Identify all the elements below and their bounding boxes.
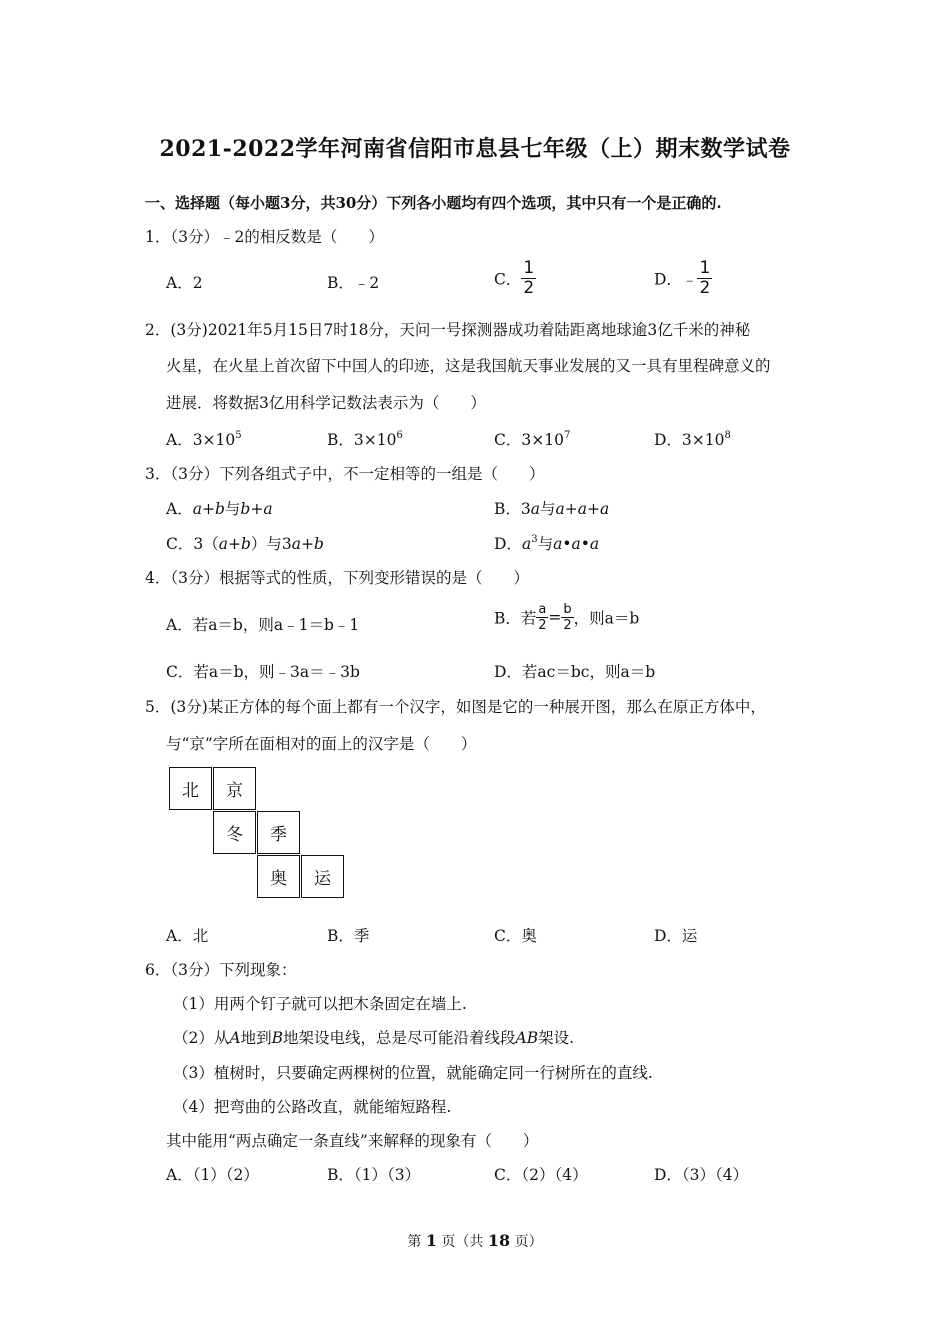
net-cell-dong: 冬 — [213, 811, 256, 854]
q6-option-d: D．（3）（4） — [654, 1166, 749, 1184]
q6-statement-1: （1）用两个钉子就可以把木条固定在墙上. — [173, 995, 467, 1013]
var: b — [214, 500, 225, 518]
option-label: B．3 — [494, 500, 531, 518]
op: + — [301, 535, 315, 553]
q6-statement-2 — [173, 1026, 574, 1048]
text: 地架设电线，总是尽可能沿着线段 — [282, 1029, 516, 1047]
equals: = — [548, 608, 562, 627]
net-cell-ao: 奥 — [257, 855, 300, 898]
q2-option-b — [327, 428, 403, 450]
q6-stem: 6．（3分）下列现象： — [145, 961, 297, 979]
total-pages: 18 — [487, 1231, 511, 1250]
var: a — [577, 500, 588, 518]
text: 与 — [540, 500, 556, 518]
q6-statement-4: （4）把弯曲的公路改直，就能缩短路程. — [173, 1098, 452, 1116]
page-title: 2021-2022学年河南省信阳市息县七年级（上）期末数学试卷 — [159, 136, 791, 162]
q1-option-d-label: D．﹣ — [654, 270, 698, 289]
q6-question: 其中能用“两点确定一条直线”来解释的现象有（ ） — [166, 1132, 539, 1150]
q2-option-c-exponent: 7 — [563, 430, 571, 441]
q3-option-d — [494, 532, 599, 554]
var: b — [240, 535, 251, 553]
q4-option-d: D．若ac＝bc，则a＝b — [494, 663, 656, 681]
var: a•a•a — [553, 535, 600, 553]
net-cell-ji: 季 — [257, 811, 300, 854]
q2-option-d — [654, 428, 731, 450]
net-cell-jing: 京 — [213, 767, 256, 810]
q2-line-2: 火星，在火星上首次留下中国人的印迹，这是我国航天事业发展的又一具有里程碑意义的 — [166, 357, 771, 375]
q1-option-d-fraction — [697, 260, 712, 297]
q2-option-a-base: A．3×10 — [166, 431, 236, 449]
q4-stem: 4．（3分）根据等式的性质，下列变形错误的是（ ） — [145, 569, 529, 587]
q2-option-d-exponent: 8 — [724, 430, 731, 441]
section-heading: 一、选择题（每小题3分，共30分）下列各小题均有四个选项，其中只有一个是正确的. — [145, 194, 722, 212]
exponent: 3 — [531, 534, 538, 545]
footer-text: 页） — [510, 1234, 543, 1250]
fraction-denominator: 2 — [563, 618, 572, 633]
var: a — [291, 535, 302, 553]
q5-line-2: 与“京”字所在面相对的面上的汉字是（ ） — [166, 735, 477, 753]
text: 与 — [224, 500, 241, 518]
q6-statement-3: （3）植树时，只要确定两棵树的位置，就能确定同一行树所在的直线. — [173, 1064, 653, 1082]
q2-option-c — [494, 428, 570, 450]
option-label: B．若 — [494, 609, 537, 628]
q2-option-a — [166, 428, 242, 450]
q5-option-a: A．北 — [166, 927, 209, 945]
q6-option-b: B．（1）（3） — [327, 1166, 421, 1184]
q3-stem: 3．（3分）下列各组式子中，不一定相等的一组是（ ） — [145, 465, 545, 483]
q3-option-b — [494, 497, 609, 519]
q1-option-a: A．2 — [166, 274, 203, 292]
option-label: C．3（ — [166, 535, 219, 553]
fraction-denominator: 2 — [538, 618, 547, 633]
q4-option-a: A．若a＝b，则a﹣1＝b﹣1 — [166, 616, 360, 634]
op: + — [250, 500, 264, 518]
text: 与 — [537, 535, 554, 553]
var: a — [263, 500, 273, 518]
page-number: 1 — [425, 1231, 437, 1250]
var: a — [192, 500, 202, 518]
fraction-numerator: 1 — [699, 258, 711, 278]
net-cell-yun: 运 — [301, 855, 344, 898]
var: a — [600, 500, 610, 518]
q2-option-b-exponent: 6 — [396, 430, 403, 441]
q5-option-c: C．奥 — [494, 927, 537, 945]
q2-line-3: 进展．将数据3亿用科学记数法表示为（ ） — [166, 394, 486, 412]
fraction-numerator: a — [538, 602, 547, 617]
var: b — [240, 500, 251, 518]
fraction-denominator: 2 — [699, 278, 711, 298]
q4-option-b — [494, 603, 639, 632]
option-label: A． — [166, 500, 193, 518]
text: （2）从 — [173, 1029, 230, 1047]
q6-option-a: A．（1）（2） — [166, 1166, 259, 1184]
q1-stem: 1．（3分）﹣2的相反数是（ ） — [145, 228, 384, 246]
var: a — [521, 535, 532, 553]
q3-option-c — [166, 532, 324, 554]
text: ）与3 — [250, 535, 292, 553]
q3-option-a — [166, 497, 273, 519]
q2-option-c-base: C．3×10 — [494, 431, 564, 449]
fraction-numerator: b — [563, 602, 572, 617]
q1-option-c-fraction — [521, 260, 536, 297]
q2-option-b-base: B．3×10 — [327, 431, 397, 449]
op: + — [227, 535, 241, 553]
op: + — [587, 500, 601, 518]
fraction-b-over-2 — [561, 603, 573, 632]
footer-text: 页（共 — [436, 1234, 488, 1250]
text: ，则a＝b — [573, 609, 640, 628]
q1-option-d — [654, 260, 712, 297]
op: + — [564, 500, 578, 518]
text: 架设. — [538, 1029, 575, 1047]
text: 地到 — [240, 1029, 272, 1047]
q1-option-b: B．﹣2 — [327, 274, 380, 292]
q4-option-c: C．若a＝b，则﹣3a＝﹣3b — [166, 663, 360, 681]
q1-option-c-label: C． — [494, 270, 522, 289]
q5-option-d: D．运 — [654, 927, 698, 945]
var: a — [555, 500, 565, 518]
point-b: B — [271, 1029, 283, 1047]
page-footer — [0, 1231, 950, 1251]
q2-option-a-exponent: 5 — [235, 430, 242, 441]
fraction-a-over-2 — [536, 603, 548, 632]
footer-text: 第 — [407, 1234, 426, 1250]
q5-line-1: 5．(3分)某正方体的每个面上都有一个汉字，如图是它的一种展开图，那么在原正方体中， — [145, 698, 766, 716]
op: + — [201, 500, 215, 518]
fraction-denominator: 2 — [523, 278, 535, 298]
q2-line-1: 2．(3分)2021年5月15日7时18分，天问一号探测器成功着陆距离地球逾3亿千米的神秘 — [145, 321, 751, 339]
option-label: D． — [494, 535, 522, 553]
segment-ab: AB — [515, 1029, 539, 1047]
var: b — [314, 535, 324, 553]
fraction-numerator: 1 — [523, 258, 535, 278]
q5-option-b: B．季 — [327, 927, 370, 945]
q1-option-c — [494, 260, 536, 297]
var: a — [530, 500, 541, 518]
var: a — [218, 535, 228, 553]
q2-option-d-base: D．3×10 — [654, 431, 725, 449]
net-cell-bei: 北 — [169, 767, 212, 810]
point-a: A — [229, 1029, 241, 1047]
q6-option-c: C．（2）（4） — [494, 1166, 588, 1184]
